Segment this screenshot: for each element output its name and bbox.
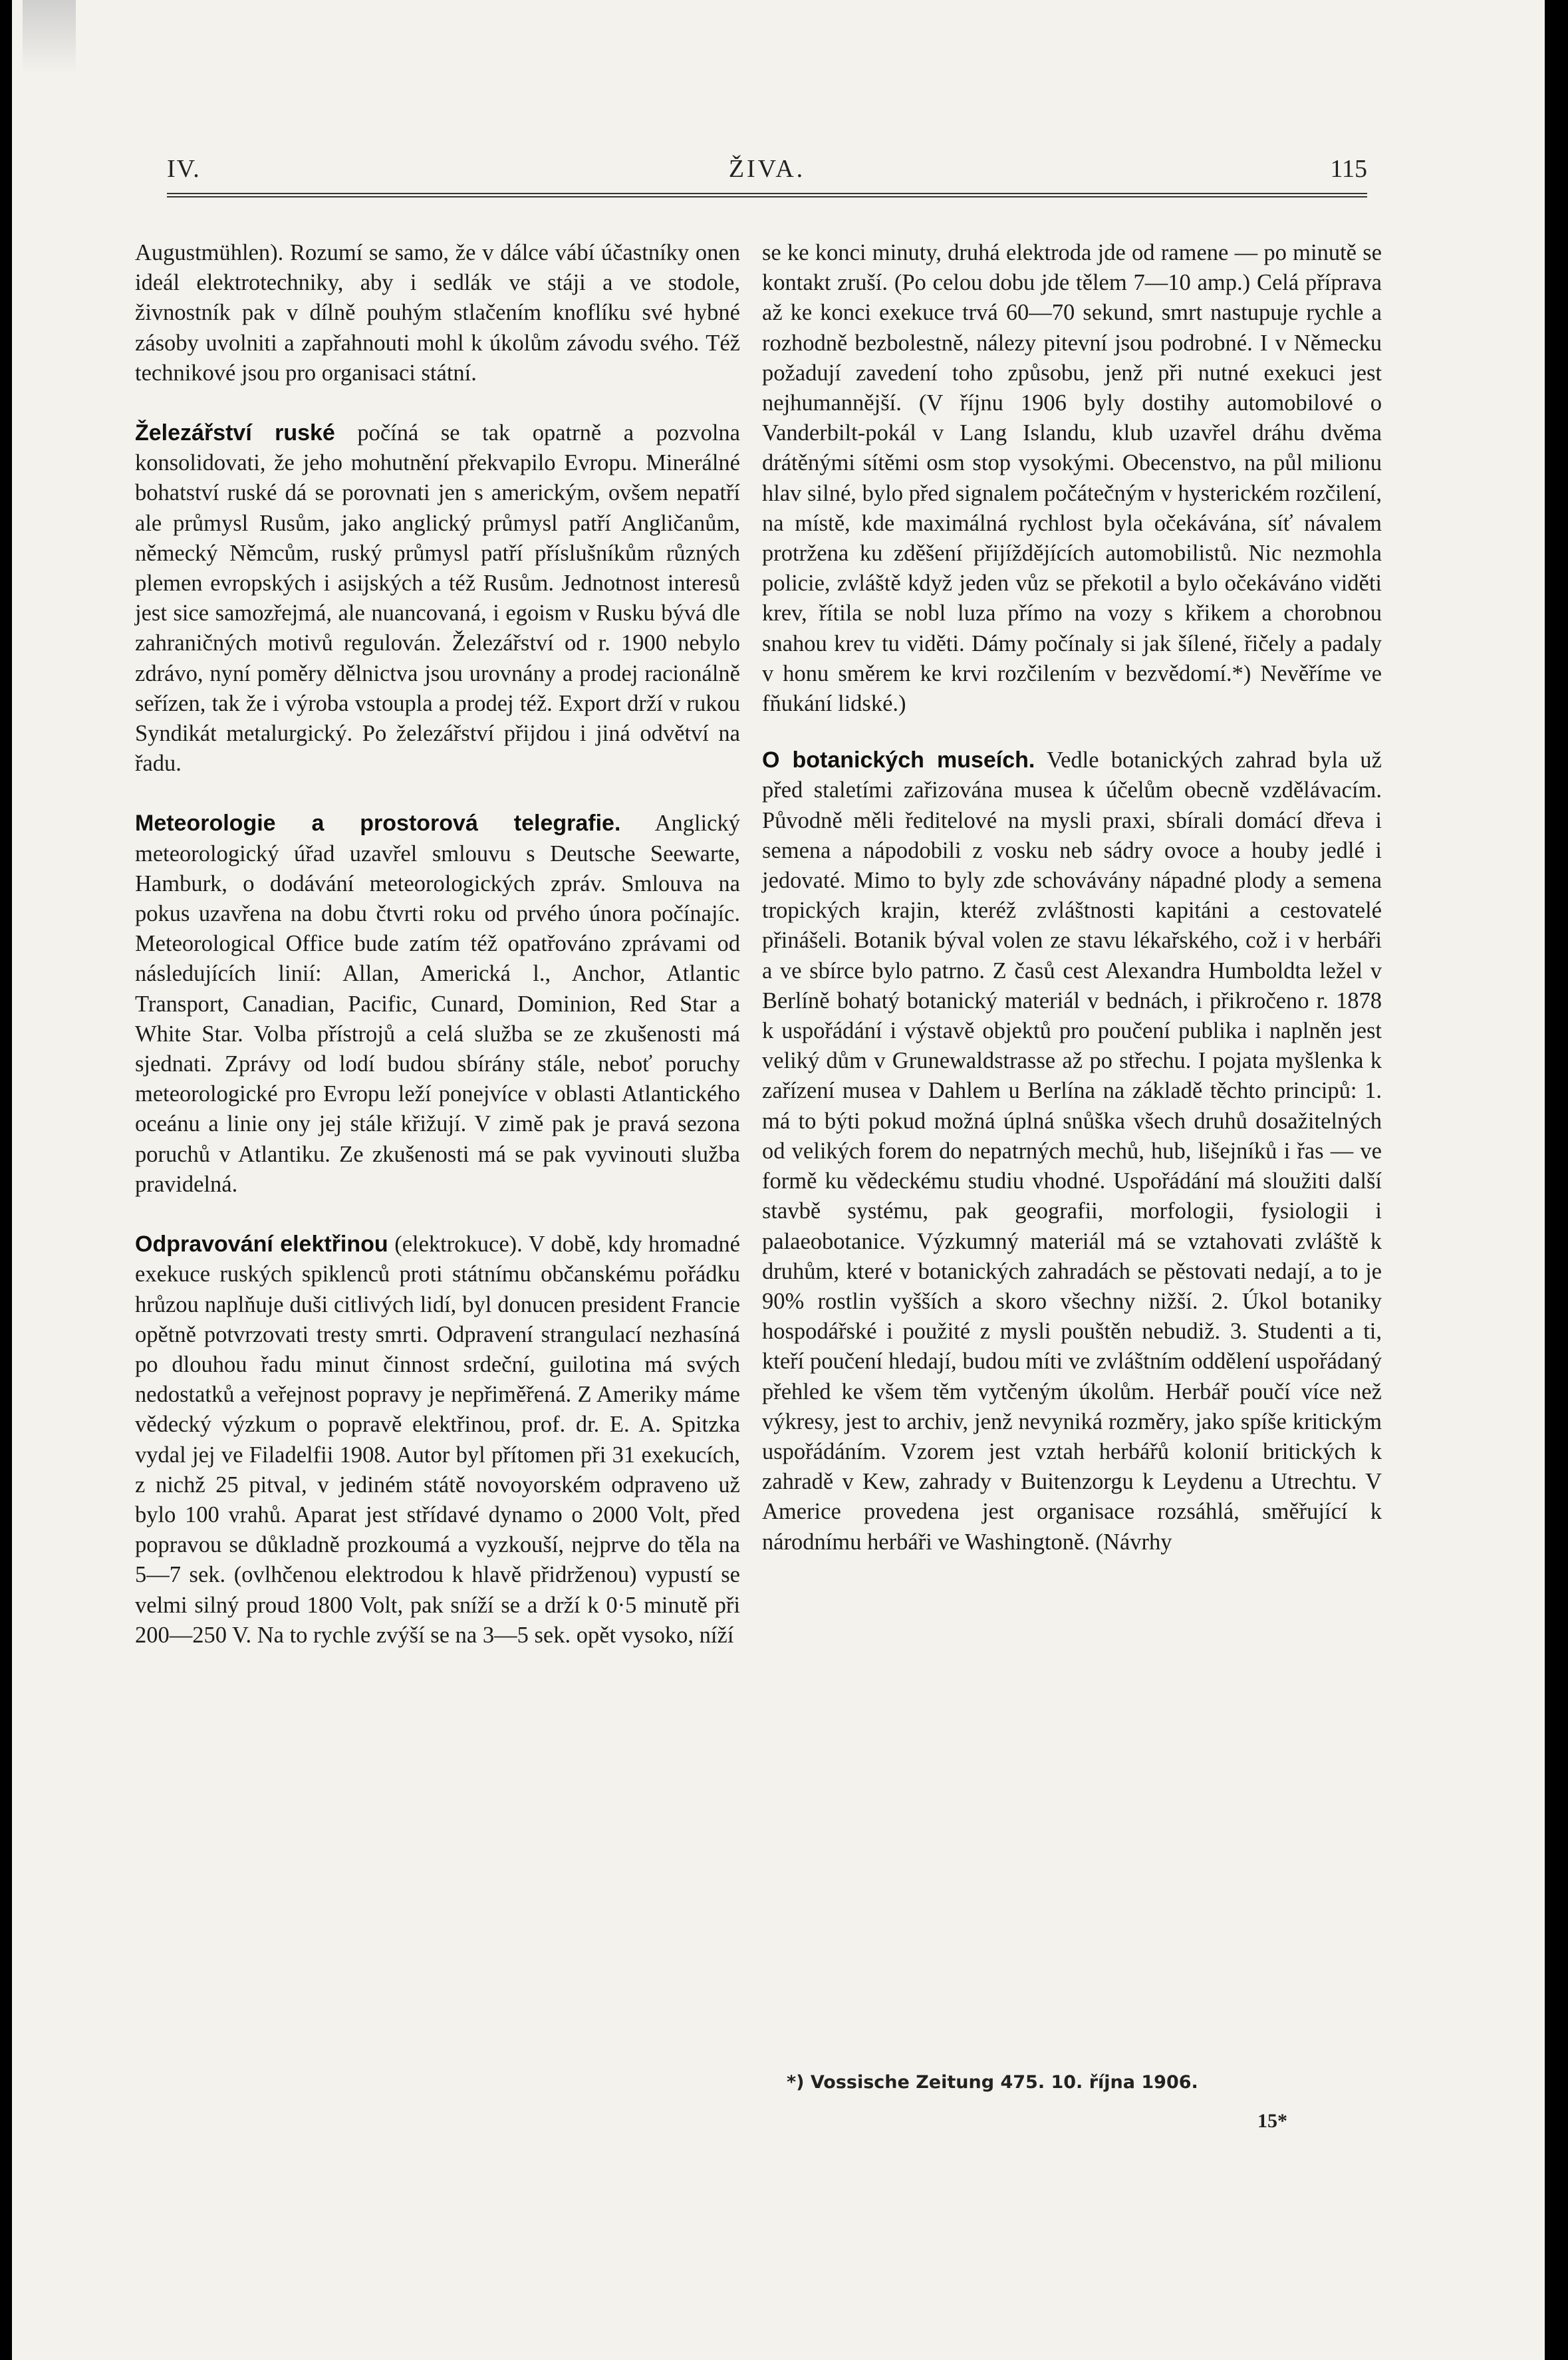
journal-title: ŽIVA. [728, 155, 806, 183]
page [12, 0, 1545, 2360]
article-steel [135, 418, 740, 779]
signature-mark: 15* [1257, 2110, 1287, 2132]
paragraph: Augustmühlen). Rozumí se samo, že v dálce vábí účastníky onen ideál elektrotechniky, aby i sedlák ve stáji a ve stodole, živnostník pak v dílně pouhým stlačením knoflíku své hybné zásoby uvolniti a zapřahnouti mohl k úkolům závodu svého. Též technikové jsou pro organisaci státní. [135, 240, 740, 386]
header-rule [167, 193, 1367, 197]
article-electrocution [135, 1230, 740, 1650]
footnote: *) Vossische Zeitung 475. 10. října 1906. [787, 2072, 1198, 2093]
article-text: (elektrokuce). V době, kdy hromadné exekuce ruských spiklenců proti státnímu občanskému pořádku hrůzou naplňuje duši citlivých lidí, byl donucen president Francie opětně potvrzovati tresty smrti. Odpravení strangulací nezhasíná po dlouhou řadu minut činnost srdeční, guilotina má svých nedostatků a veřejnost popravy je nepřiměřená. Z Ameriky máme vědecký výzkum o popravě elektřinou, prof. dr. E. A. Spitzka vydal jej ve Filadelfii 1908. Autor byl přítomen při 31 exekucích, z nichž 25 pitval, v jediném státě novoyorském odpraveno už bylo 100 vrahů. Aparat jest střídavé dynamo o 2000 Volt, před popravou se důkladně prozkoumá a vyzkouší, nejprve do těla na 5—7 sek. (ovlhčenou elektrodou k hlavě přidrženou) vypustí se velmi silný proud 1800 Volt, pak sníží se a drží k 0·5 minutě při 200—250 V. Na to rychle zvýší se na 3—5 sek. opět vysoko, níží [135, 1232, 740, 1648]
paragraph: se ke konci minuty, druhá elektroda jde od ramene — po minutě se kontakt zruší. (Po celou dobu jde tělem 7—10 amp.) Celá příprava až ke konci exekuce trvá 60—70 sekund, smrt nastupuje rychle a rozhodně bezbolestně, nálezy pitevní jsou podrobné. I v Německu požadují zavedení toho způsobu, jenž při nutné exekuci jest nejhumannější. (V říjnu 1906 byly dostihy automobilové o Vanderbilt-pokál v Lang Islandu, klub uzavřel dráhu dvěma drátěnými sítěmi osm stop vysokými. Obecenstvo, na půl milionu hlav silné, bylo před signalem počátečným v hysterickém rozčilení, na místě, kde maximálná rychlost byla očekávána, síť návalem protržena ku zděšení přijíždějících automobilistů. Nic nezmohla policie, zvláště když jeden vůz se překotil a bylo očekáváno viděti krev, řítila se nobl luza přímo na vozy s křikem a chorobnou snahou krev tu viděti. Dámy počínaly si jak šílené, řičely a padaly v honu směrem ke krvi rozčilením v bezvědomí.*) Nevěříme ve fňukání lidské.) [762, 240, 1382, 717]
article-heading: Meteorologie a prostorová telegrafie. [135, 811, 621, 837]
page-number: 115 [1330, 155, 1367, 183]
scan-smudge [23, 0, 76, 73]
article-text: počíná se tak opatrně a pozvolna konsolidovati, že jeho mohutnění překvapilo Evropu. Minerálné bohatství ruské dá se porovnati jen s americkým, ovšem nepatří ale průmysl Rusům, jako anglický průmysl patří Angličanům, německý Němcům, ruský průmysl patří příslušníkům různých plemen evropských i asijských a též Rusům. Jednotnost interesů jest sice samozřejmá, ale nuancovaná, i egoism v Rusku bývá dle zahraničných motivů regulován. Železářství od r. 1900 nebylo zdrávo, nyní poměry dělnictva jsou urovnány a prodej racionálně seřízen, tak že i výroba vstoupla a prodej též. Export drží v rukou Syndikát metalurgický. Po železářství přijdou i jiná odvětví na řadu. [135, 420, 740, 777]
article-heading: Železářství ruské [135, 420, 335, 446]
volume-number: IV. [167, 155, 201, 183]
article-botany [762, 745, 1382, 1557]
right-column [762, 238, 1382, 1557]
article-meteorology [135, 809, 740, 1200]
article-text: Vedle botanických zahrad byla už před staletími zařizována musea k účelům obecně vzdělávacím. Původně měli ředitelové na mysli praxi, sbírali domácí dřeva i semena a nápodobili z vosku neb sádry ovoce a houby jedlé i jedovaté. Mimo to byly zde schovávány nápadné plody a semena tropických krajin, kteréž zvláštnosti kapitáni a cestovatelé přinášeli. Botanik býval volen ze stavu lékařského, což i v herbáři a ve sbírce bylo patrno. Z časů cest Alexandra Humboldta ležel v Berlíně bohatý botanický materiál v bednách, i přikročeno r. 1878 k uspořádání i výstavě objektů pro poučení publika i naplněn jest veliký dům v Grunewaldstrasse až po střechu. I pojata myšlenka k zařízení musea v Dahlem u Berlína na základě těchto principů: 1. má to býti pokud možná úplná snůška všech druhů dosažitelných od velikých forem do nepatrných mechů, hub, lišejníků i řas — ve formě ku vědeckému studiu vhodné. Uspořádání má sloužiti další stavbě systému, pak geografii, morfologii, fysiologii i palaeobotanice. Výzkumný materiál má se vztahovati zvláště k druhům, které v botanických zahradách se pěstovati nedají, a to je 90% rostlin vyšších a skoro všechny nižší. 2. Úkol botaniky hospodářské i použité z mysli pouštěn nebudiž. 3. Studenti a ti, kteří poučení hledají, budou míti ve zvláštním oddělení uspořádaný přehled ke všem těm vytčeným úkolům. Herbář poučí více než výkresy, jest to archiv, jenž nevyniká rozměry, jako spíše kritickým uspořádáním. Vzorem jest vztah herbářů kolonií britických k zahradě v Kew, zahrady v Buitenzorgu k Leydenu a Utrechtu. V Americe provedena jest organisace rozsáhlá, směřující k národnímu herbáři ve Washingtoně. (Návrhy [762, 747, 1382, 1555]
left-column [135, 238, 740, 1650]
article-heading: Odpravování elektřinou [135, 1232, 388, 1257]
running-header [167, 152, 1367, 192]
article-text: Anglický meteorologický úřad uzavřel smlouvu s Deutsche Seewarte, Hamburk, o dodávání meteorologických zpráv. Smlouva na pokus uzavřena na dobu čtvrti roku od prvého února počínajíc. Meteorological Office bude zatím též opatřováno zprávami od následujících linií: Allan, Americká l., Anchor, Atlantic Transport, Canadian, Pacific, Cunard, Dominion, Red Star a White Star. Volba přístrojů a celá služba se ze zkušenosti má sjednati. Zprávy od lodí budou sbírány stále, neboť poruchy meteorologické pro Evropu leží ponejvíce v oblasti Atlantického oceánu a linie ony jej stále křižují. V zimě pak je pravá sezona poruchů v Atlantiku. Ze zkušenosti má se pak vyvinouti služba pravidelná. [135, 811, 740, 1197]
article-heading: O botanických museích. [762, 747, 1035, 773]
